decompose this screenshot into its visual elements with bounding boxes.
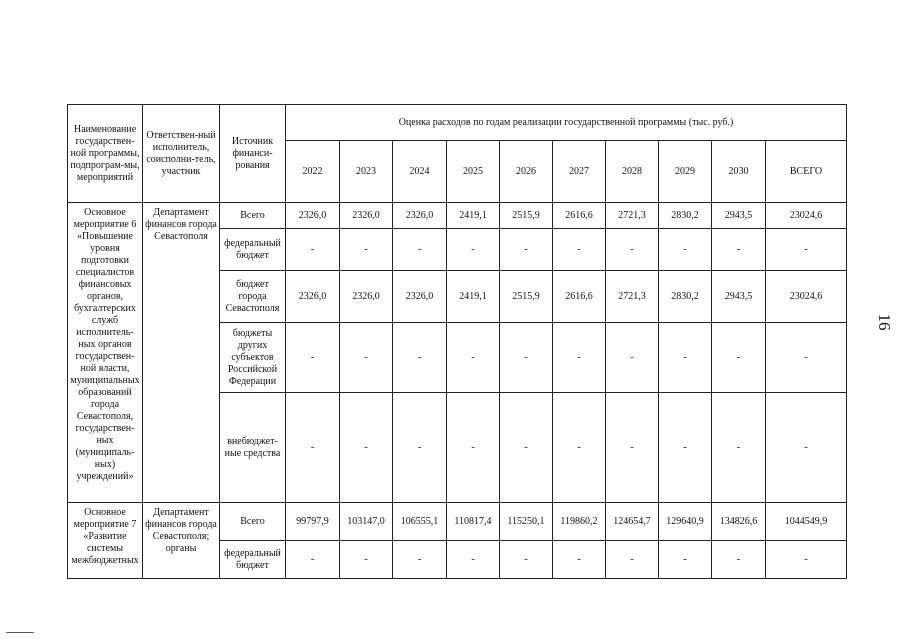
value-cell: 2515,9 (500, 203, 553, 229)
value-cell: 2326,0 (286, 203, 340, 229)
value-cell: - (286, 541, 340, 579)
value-cell: - (553, 393, 606, 503)
value-cell: - (712, 541, 766, 579)
value-cell: - (606, 323, 659, 393)
value-cell: 2326,0 (286, 271, 340, 323)
value-cell: 2943,5 (712, 271, 766, 323)
funding-source: федеральный бюджет (220, 541, 286, 579)
value-cell: - (447, 323, 500, 393)
page-number: 16 (875, 313, 894, 331)
value-cell: - (659, 393, 712, 503)
value-cell: 119860,2 (553, 503, 606, 541)
value-cell: - (447, 229, 500, 271)
funding-source: Всего (220, 503, 286, 541)
value-cell: 134826,6 (712, 503, 766, 541)
header-year: 2024 (393, 141, 447, 203)
value-cell: - (447, 393, 500, 503)
value-cell: 129640,9 (659, 503, 712, 541)
header-year: 2023 (340, 141, 393, 203)
value-cell: - (340, 541, 393, 579)
value-cell: 2326,0 (393, 203, 447, 229)
value-cell: - (606, 393, 659, 503)
table-body (68, 105, 847, 579)
funding-source: внебюджет-ные средства (220, 393, 286, 503)
value-cell: - (766, 393, 847, 503)
measure-executor: Департамент финансов города Севастополя; органы (143, 503, 220, 579)
value-cell: - (500, 541, 553, 579)
header-source: Источник финанси-рования (220, 105, 286, 203)
value-cell: - (766, 323, 847, 393)
value-cell: - (500, 229, 553, 271)
value-cell: 2616,6 (553, 271, 606, 323)
value-cell: 2830,2 (659, 271, 712, 323)
value-cell: 2721,3 (606, 203, 659, 229)
header-year: 2027 (553, 141, 606, 203)
value-cell: - (500, 323, 553, 393)
value-cell: - (553, 229, 606, 271)
value-cell: - (447, 541, 500, 579)
value-cell: - (393, 393, 447, 503)
value-cell: 1044549,9 (766, 503, 847, 541)
value-cell: 103147,0 (340, 503, 393, 541)
header-year: 2026 (500, 141, 553, 203)
value-cell: - (286, 393, 340, 503)
value-cell: 2326,0 (340, 271, 393, 323)
value-cell: - (286, 229, 340, 271)
value-cell: - (766, 229, 847, 271)
funding-source: федеральный бюджет (220, 229, 286, 271)
value-cell: - (659, 541, 712, 579)
value-cell: 2419,1 (447, 271, 500, 323)
value-cell: - (340, 229, 393, 271)
value-cell: - (712, 393, 766, 503)
value-cell: - (712, 323, 766, 393)
header-year: 2025 (447, 141, 500, 203)
value-cell: - (393, 541, 447, 579)
header-year: 2030 (712, 141, 766, 203)
value-cell: 2616,6 (553, 203, 606, 229)
value-cell: - (500, 393, 553, 503)
value-cell: - (606, 229, 659, 271)
value-cell: - (659, 323, 712, 393)
header-year: 2028 (606, 141, 659, 203)
value-cell: - (340, 393, 393, 503)
funding-source: бюджеты других субъектов Российской Федерации (220, 323, 286, 393)
value-cell: - (286, 323, 340, 393)
value-cell: 99797,9 (286, 503, 340, 541)
header-year: 2029 (659, 141, 712, 203)
value-cell: - (553, 541, 606, 579)
value-cell: 2326,0 (393, 271, 447, 323)
value-cell: - (766, 541, 847, 579)
header-name: Наименование государствен-ной программы, подпрограм-мы, мероприятий (68, 105, 143, 203)
value-cell: 2721,3 (606, 271, 659, 323)
value-cell: 2943,5 (712, 203, 766, 229)
header-year: 2022 (286, 141, 340, 203)
value-cell: 115250,1 (500, 503, 553, 541)
scan-mark (6, 632, 34, 633)
value-cell: 2419,1 (447, 203, 500, 229)
value-cell: 2515,9 (500, 271, 553, 323)
value-cell: 106555,1 (393, 503, 447, 541)
value-cell: - (340, 323, 393, 393)
value-cell: 124654,7 (606, 503, 659, 541)
budget-table (67, 104, 847, 579)
value-cell: - (393, 323, 447, 393)
value-cell: - (712, 229, 766, 271)
value-cell: 2830,2 (659, 203, 712, 229)
funding-source: бюджет города Севастополя (220, 271, 286, 323)
value-cell: - (393, 229, 447, 271)
value-cell: - (606, 541, 659, 579)
measure-executor: Департамент финансов города Севастополя (143, 203, 220, 503)
measure-name: Основное мероприятие 6 «Повышение уровня подготовки специалистов финансовых органов, бухгалтерских служб исполнитель-ных органов государствен-ной власти, муниципальных образований города Севастополя, государствен-ных (муниципаль-ных) учреждений» (68, 203, 143, 503)
value-cell: - (553, 323, 606, 393)
value-cell: 23024,6 (766, 271, 847, 323)
header-executor: Ответствен-ный исполнитель, соисполни-тель, участник (143, 105, 220, 203)
value-cell: - (659, 229, 712, 271)
header-total: ВСЕГО (766, 141, 847, 203)
header-estimate: Оценка расходов по годам реализации государственной программы (тыс. руб.) (286, 105, 847, 141)
value-cell: 2326,0 (340, 203, 393, 229)
value-cell: 23024,6 (766, 203, 847, 229)
value-cell: 110817,4 (447, 503, 500, 541)
funding-source: Всего (220, 203, 286, 229)
measure-name: Основное мероприятие 7 «Развитие системы межбюджетных (68, 503, 143, 579)
